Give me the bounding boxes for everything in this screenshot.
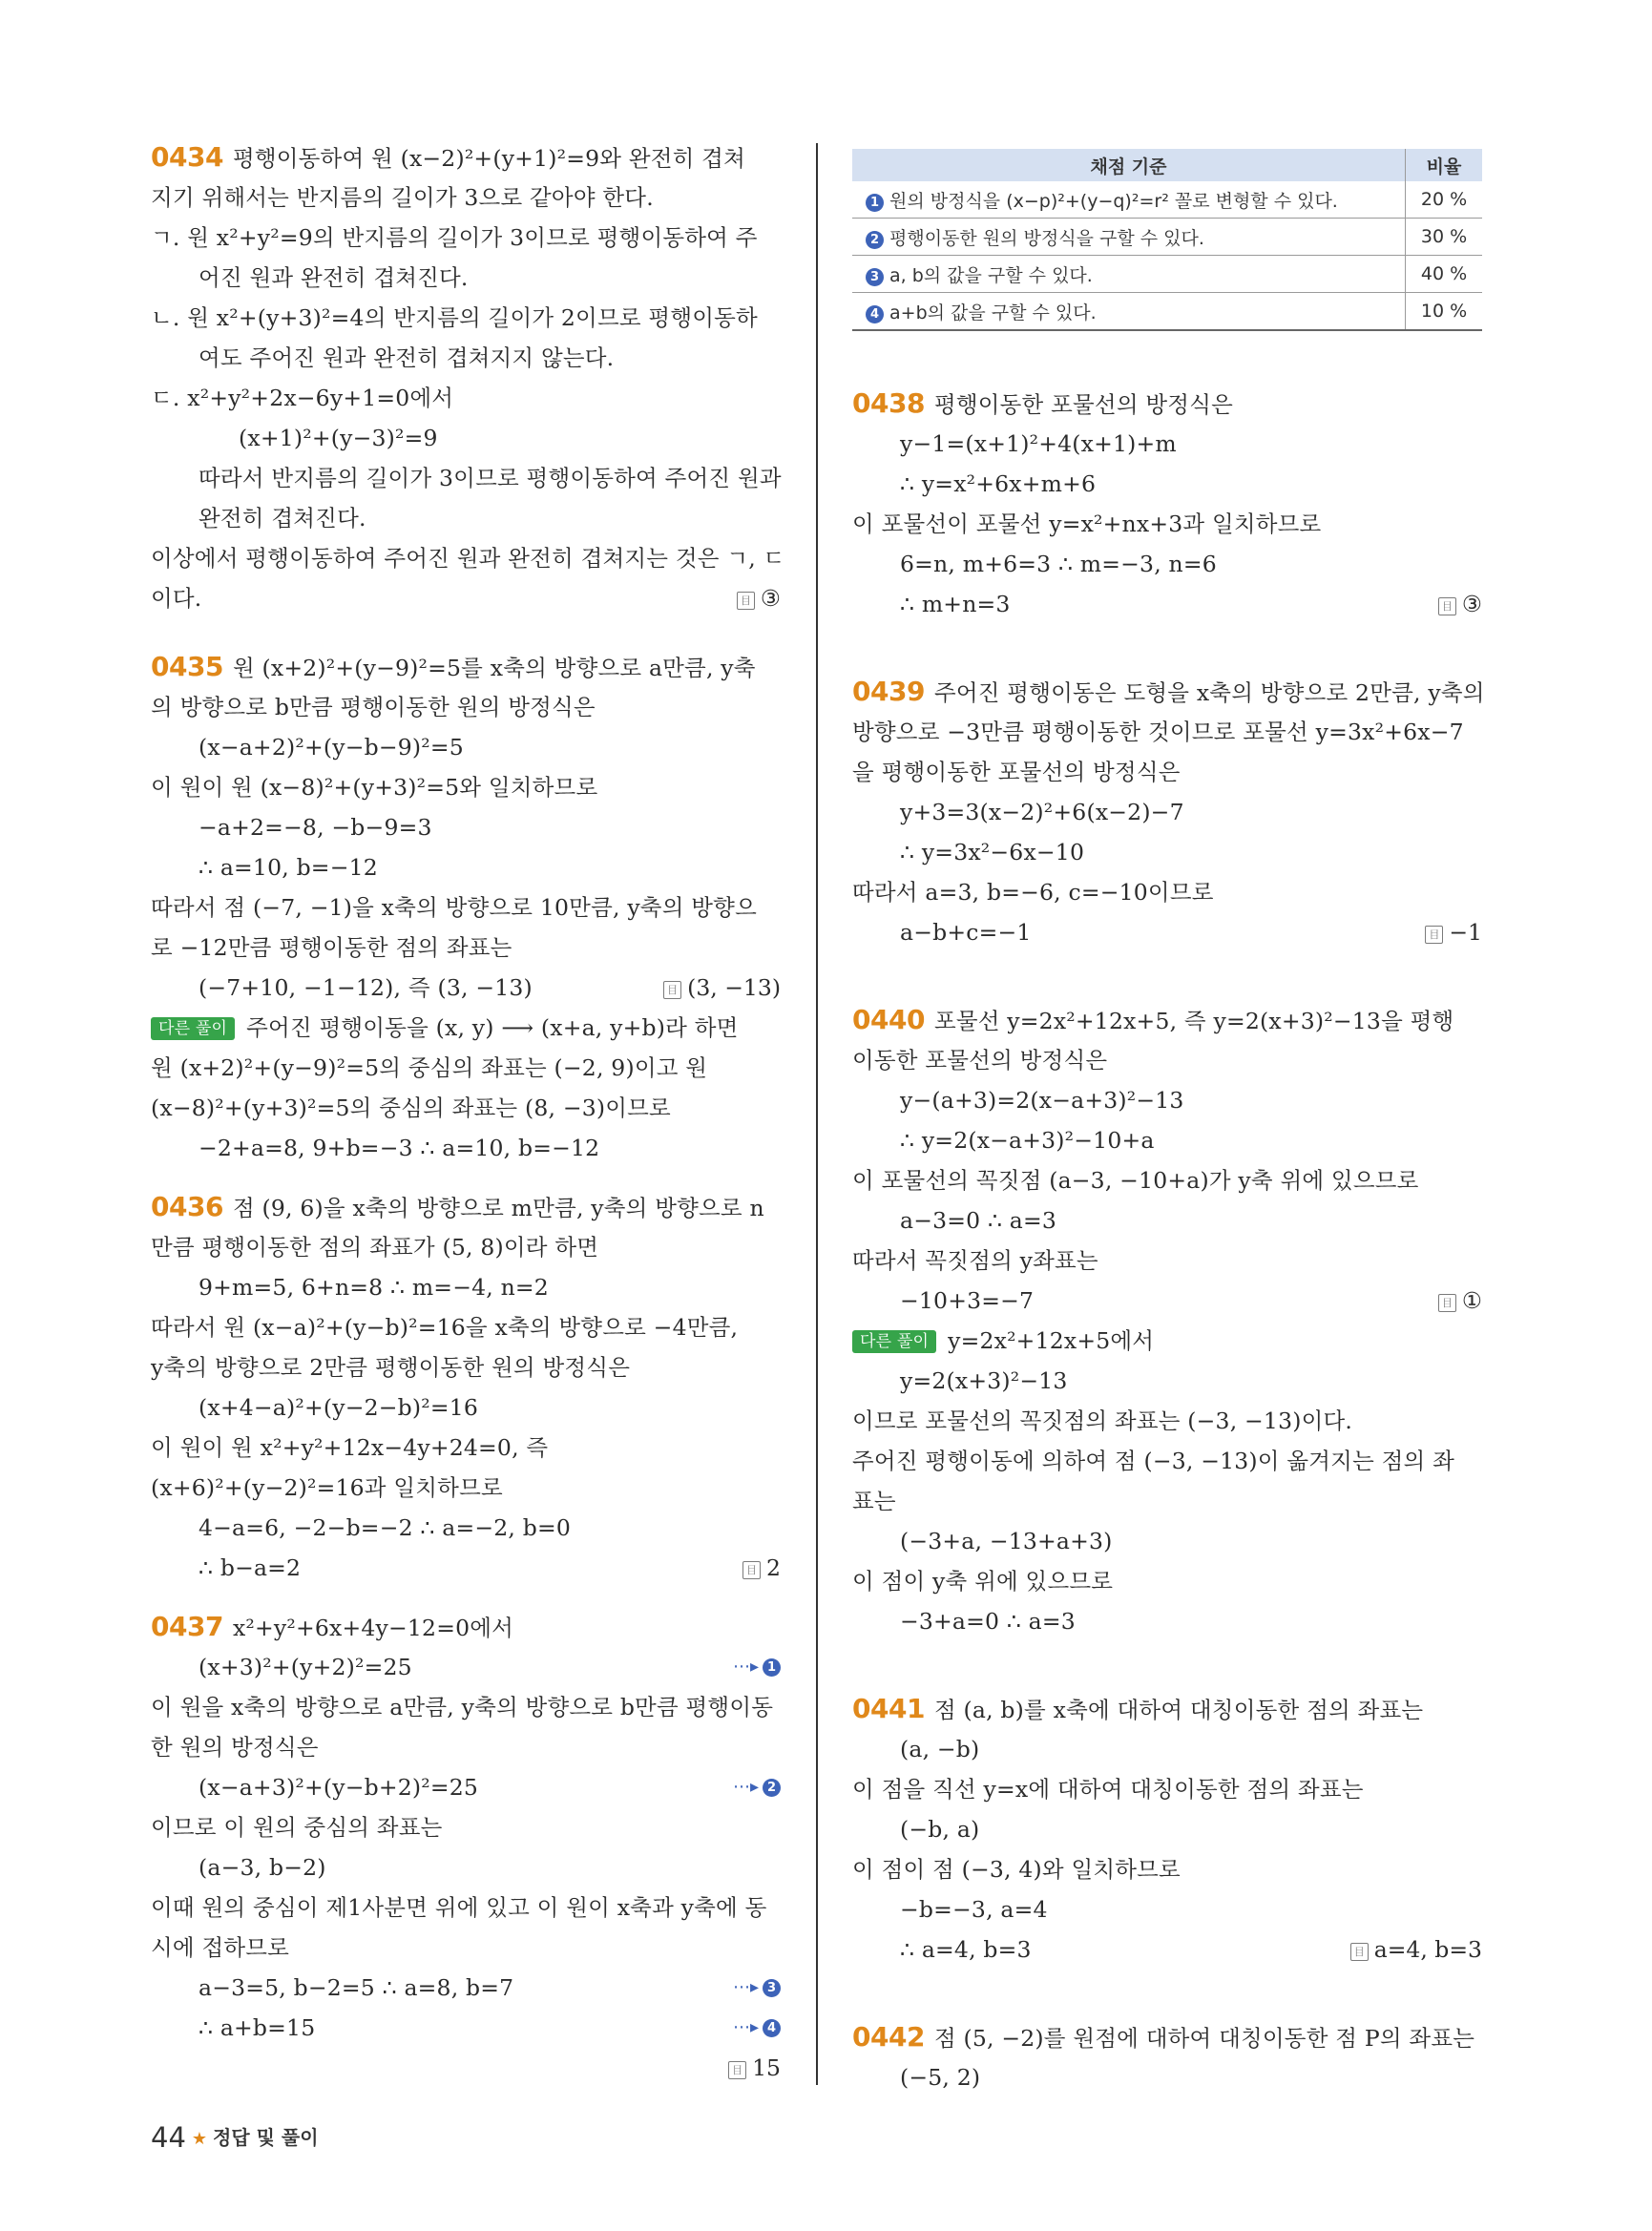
line-text: a−b+c=−1 bbox=[900, 919, 1032, 946]
solution-line bbox=[151, 893, 757, 922]
line-text: 이 원을 x축의 방향으로 a만큼, y축의 방향으로 b만큼 평행이동 bbox=[151, 1694, 774, 1720]
solution-line bbox=[900, 918, 1032, 947]
line-text: 방향으로 −3만큼 평행이동한 것이므로 포물선 y=3x²+6x−7 bbox=[852, 719, 1464, 745]
step-marker bbox=[733, 1773, 781, 1802]
solution-line bbox=[852, 1447, 1454, 1475]
line-text: (x−a+2)²+(y−b−9)²=5 bbox=[199, 734, 464, 761]
line-text: 만큼 평행이동한 점의 좌표가 (5, 8)이라 하면 bbox=[151, 1234, 599, 1261]
solution-line bbox=[151, 693, 596, 721]
problem-0435 bbox=[151, 653, 756, 682]
solution-line bbox=[199, 1653, 412, 1681]
answer bbox=[742, 1553, 781, 1582]
solution-line bbox=[852, 718, 1464, 746]
solution-line bbox=[199, 1393, 478, 1422]
line-text: 따라서 a=3, b=−6, c=−10이므로 bbox=[852, 879, 1214, 906]
ratio-cell: 30 % bbox=[1406, 219, 1483, 256]
step-number: 3 bbox=[763, 1979, 781, 1997]
solution-line bbox=[151, 1013, 739, 1042]
solution-line bbox=[900, 798, 1184, 826]
problem-number: 0438 bbox=[852, 387, 925, 419]
solution-line bbox=[900, 2063, 980, 2092]
problem-number: 0436 bbox=[151, 1191, 223, 1222]
line-text: 주어진 평행이동은 도형을 x축의 방향으로 2만큼, y축의 bbox=[933, 679, 1485, 706]
line-text: 점 (a, b)를 x축에 대하여 대칭이동한 점의 좌표는 bbox=[933, 1697, 1424, 1723]
solution-line bbox=[900, 838, 1084, 866]
answer-value: ③ bbox=[1461, 591, 1482, 617]
solution-line bbox=[151, 544, 784, 573]
line-text: 이 점을 직선 y=x에 대하여 대칭이동한 점의 좌표는 bbox=[852, 1776, 1364, 1803]
solution-line bbox=[199, 733, 464, 761]
solution-line bbox=[151, 1053, 707, 1082]
criterion-number: 2 bbox=[866, 231, 884, 249]
answer-value: (3, −13) bbox=[687, 974, 781, 1001]
alternate-solution-badge: 다른 풀이 bbox=[151, 1017, 235, 1040]
criterion-cell bbox=[852, 219, 1406, 256]
line-text: a−3=0 ∴ a=3 bbox=[900, 1207, 1057, 1234]
line-text: 원 (x+2)²+(y−9)²=5의 중심의 좌표는 (−2, 9)이고 원 bbox=[151, 1054, 708, 1081]
line-text: (−b, a) bbox=[900, 1816, 980, 1843]
grading-table bbox=[852, 149, 1482, 331]
solution-line bbox=[199, 973, 533, 1002]
line-text: 이때 원의 중심이 제1사분면 위에 있고 이 원이 x축과 y축에 동 bbox=[151, 1894, 767, 1921]
problem-0441 bbox=[852, 1695, 1423, 1724]
solution-line bbox=[199, 504, 366, 532]
solution-line bbox=[199, 1853, 326, 1882]
criterion-text: 평행이동한 원의 방정식을 구할 수 있다. bbox=[889, 227, 1204, 249]
solution-line bbox=[151, 384, 453, 412]
line-text: −b=−3, a=4 bbox=[900, 1896, 1048, 1923]
solution-line bbox=[852, 758, 1181, 786]
solution-line bbox=[199, 464, 782, 492]
solution-line bbox=[900, 1935, 1032, 1964]
solution-line bbox=[199, 1773, 478, 1802]
solution-line bbox=[151, 1313, 738, 1342]
answer bbox=[737, 584, 781, 613]
solution-line bbox=[900, 1086, 1184, 1115]
answer-value: 15 bbox=[752, 2054, 781, 2081]
alternate-solution-badge: 다른 풀이 bbox=[852, 1330, 936, 1353]
line-text: 평행이동한 포물선의 방정식은 bbox=[933, 391, 1233, 418]
problem-number: 0440 bbox=[852, 1004, 925, 1035]
line-text: −a+2=−8, −b−9=3 bbox=[199, 814, 432, 841]
step-number: 4 bbox=[763, 2019, 781, 2037]
solution-line bbox=[151, 1353, 630, 1382]
line-text: 따라서 점 (−7, −1)을 x축의 방향으로 10만큼, y축의 방향으 bbox=[151, 894, 757, 921]
arrow-icon: ⋯▸ bbox=[732, 2017, 759, 2037]
line-text: 이므로 이 원의 중심의 좌표는 bbox=[151, 1814, 443, 1841]
line-text: ∴ b−a=2 bbox=[199, 1554, 302, 1581]
step-number: 2 bbox=[763, 1779, 781, 1797]
line-text: ㄱ. 원 x²+y²=9의 반지름의 길이가 3이므로 평행이동하여 주 bbox=[151, 224, 758, 251]
solution-line bbox=[900, 1735, 979, 1763]
ratio-header: 비율 bbox=[1406, 149, 1483, 181]
line-text: 한 원의 방정식은 bbox=[151, 1734, 319, 1761]
problem-0434 bbox=[151, 143, 745, 173]
criterion-number: 1 bbox=[866, 194, 884, 212]
problem-number: 0439 bbox=[852, 676, 925, 707]
line-text: 시에 접하므로 bbox=[151, 1934, 290, 1961]
line-text: y+3=3(x−2)²+6(x−2)−7 bbox=[900, 799, 1184, 825]
line-text: ∴ a=4, b=3 bbox=[900, 1936, 1032, 1963]
line-text: ∴ a+b=15 bbox=[199, 2014, 316, 2041]
answer bbox=[1350, 1935, 1482, 1964]
line-text: ㄷ. x²+y²+2x−6y+1=0에서 bbox=[151, 385, 454, 411]
solution-line bbox=[151, 1094, 671, 1122]
line-text: ∴ y=3x²−6x−10 bbox=[900, 839, 1085, 865]
criterion-text: a, b의 값을 구할 수 있다. bbox=[889, 264, 1093, 286]
solution-line bbox=[199, 1134, 599, 1162]
line-text: a−3=5, b−2=5 ∴ a=8, b=7 bbox=[199, 1974, 514, 2001]
answer bbox=[663, 973, 781, 1002]
step-number: 1 bbox=[763, 1658, 781, 1677]
ratio-cell: 40 % bbox=[1406, 256, 1483, 293]
solution-line bbox=[900, 469, 1096, 498]
line-text: 4−a=6, −2−b=−2 ∴ a=−2, b=0 bbox=[199, 1514, 572, 1541]
line-text: 완전히 겹쳐진다. bbox=[199, 505, 366, 532]
line-text: 이다. bbox=[151, 585, 202, 612]
line-text: y축의 방향으로 2만큼 평행이동한 원의 방정식은 bbox=[151, 1354, 631, 1381]
problem-number: 0441 bbox=[852, 1693, 925, 1724]
solution-line bbox=[199, 1973, 513, 2002]
line-text: (x+1)²+(y−3)²=9 bbox=[239, 425, 438, 451]
line-text: (x−8)²+(y+3)²=5의 중심의 좌표는 (8, −3)이므로 bbox=[151, 1095, 671, 1121]
page-footer bbox=[151, 2121, 319, 2154]
line-text: 주어진 평행이동에 의하여 점 (−3, −13)이 옮겨지는 점의 좌 bbox=[852, 1448, 1455, 1474]
solution-line bbox=[151, 1893, 767, 1922]
footer-label: 정답 및 풀이 bbox=[213, 2126, 319, 2149]
answer bbox=[728, 2054, 781, 2082]
column-divider bbox=[816, 143, 818, 2085]
solution-line bbox=[151, 1233, 598, 1261]
line-text: 을 평행이동한 포물선의 방정식은 bbox=[852, 759, 1181, 785]
line-text: ∴ m+n=3 bbox=[900, 591, 1011, 617]
solution-line bbox=[239, 424, 438, 452]
page-number: 44 bbox=[151, 2121, 186, 2154]
grading-row bbox=[852, 219, 1482, 256]
line-text: (x+6)²+(y−2)²=16과 일치하므로 bbox=[151, 1474, 503, 1501]
solution-line bbox=[852, 1567, 1113, 1595]
solution-line bbox=[852, 1046, 1107, 1074]
line-text: 점 (5, −2)를 원점에 대하여 대칭이동한 점 P의 좌표는 bbox=[933, 2025, 1475, 2052]
solution-line bbox=[900, 1286, 1034, 1315]
solution-line bbox=[151, 303, 758, 332]
star-icon: ★ bbox=[191, 2129, 208, 2149]
answer-value: 2 bbox=[766, 1554, 781, 1581]
answer-icon: 目 bbox=[1438, 1294, 1456, 1312]
problem-number: 0435 bbox=[151, 651, 223, 682]
line-text: 로 −12만큼 평행이동한 점의 좌표는 bbox=[151, 934, 512, 961]
line-text: −2+a=8, 9+b=−3 ∴ a=10, b=−12 bbox=[199, 1135, 600, 1161]
criterion-text: 원의 방정식을 (x−p)²+(y−q)²=r² 꼴로 변형할 수 있다. bbox=[889, 190, 1338, 212]
step-marker bbox=[733, 1653, 781, 1681]
line-text: (−5, 2) bbox=[900, 2064, 981, 2091]
answer bbox=[1425, 918, 1482, 947]
criterion-cell bbox=[852, 293, 1406, 331]
problem-number: 0437 bbox=[151, 1611, 223, 1642]
problem-0438 bbox=[852, 389, 1233, 419]
line-text: −10+3=−7 bbox=[900, 1287, 1035, 1314]
solution-line bbox=[199, 853, 378, 882]
line-text: ∴ a=10, b=−12 bbox=[199, 854, 378, 881]
criterion-cell bbox=[852, 181, 1406, 219]
line-text: −3+a=0 ∴ a=3 bbox=[900, 1608, 1076, 1635]
criterion-cell bbox=[852, 256, 1406, 293]
solution-line bbox=[852, 1775, 1364, 1804]
ratio-cell: 10 % bbox=[1406, 293, 1483, 331]
line-text: 6=n, m+6=3 ∴ m=−3, n=6 bbox=[900, 551, 1217, 577]
line-text: (−7+10, −1−12), 즉 (3, −13) bbox=[199, 974, 533, 1001]
criterion-header: 채점 기준 bbox=[852, 149, 1406, 181]
line-text: 표는 bbox=[852, 1488, 896, 1514]
line-text: y=2(x+3)²−13 bbox=[900, 1367, 1068, 1394]
grading-row bbox=[852, 293, 1482, 331]
solution-line bbox=[852, 1326, 1154, 1355]
criterion-number: 4 bbox=[866, 305, 884, 323]
solution-line bbox=[199, 1513, 571, 1542]
line-text: ㄴ. 원 x²+(y+3)²=4의 반지름의 길이가 2이므로 평행이동하 bbox=[151, 304, 758, 331]
line-text: 이므로 포물선의 꼭짓점의 좌표는 (−3, −13)이다. bbox=[852, 1407, 1353, 1434]
line-text: 이 포물선의 꼭짓점 (a−3, −10+a)가 y축 위에 있으므로 bbox=[852, 1167, 1419, 1194]
answer-icon: 目 bbox=[742, 1561, 761, 1579]
line-text: 이 원이 원 (x−8)²+(y+3)²=5와 일치하므로 bbox=[151, 774, 598, 801]
solution-line bbox=[900, 1895, 1048, 1924]
solution-line bbox=[151, 1473, 503, 1502]
line-text: 따라서 꼭짓점의 y좌표는 bbox=[852, 1247, 1098, 1274]
answer-icon: 目 bbox=[1425, 926, 1443, 944]
line-text: 따라서 반지름의 길이가 3이므로 평행이동하여 주어진 원과 bbox=[199, 465, 782, 491]
solution-line bbox=[900, 1366, 1068, 1395]
grading-row bbox=[852, 181, 1482, 219]
answer-icon: 目 bbox=[728, 2061, 746, 2079]
line-text: ∴ y=x²+6x+m+6 bbox=[900, 470, 1097, 497]
criterion-text: a+b의 값을 구할 수 있다. bbox=[889, 302, 1097, 323]
answer bbox=[1438, 590, 1482, 618]
solution-line bbox=[151, 1433, 548, 1462]
line-text: y=2x²+12x+5에서 bbox=[948, 1327, 1155, 1354]
solution-line bbox=[151, 773, 597, 802]
line-text: 이상에서 평행이동하여 주어진 원과 완전히 겹쳐지는 것은 ㄱ, ㄷ bbox=[151, 545, 785, 572]
solution-line bbox=[199, 1553, 301, 1582]
answer-icon: 目 bbox=[1350, 1943, 1369, 1961]
answer-icon: 目 bbox=[663, 981, 681, 999]
solution-line bbox=[900, 1206, 1056, 1235]
problem-number: 0434 bbox=[151, 141, 223, 173]
line-text: y−(a+3)=2(x−a+3)²−13 bbox=[900, 1087, 1184, 1114]
solution-line bbox=[151, 1693, 773, 1721]
solution-line bbox=[852, 510, 1321, 538]
arrow-icon: ⋯▸ bbox=[732, 1977, 759, 1997]
solution-line bbox=[151, 933, 512, 962]
solution-line bbox=[852, 1407, 1352, 1435]
line-text: ∴ y=2(x−a+3)²−10+a bbox=[900, 1127, 1155, 1154]
grading-row bbox=[852, 256, 1482, 293]
step-marker bbox=[733, 2013, 781, 2042]
line-text: 여도 주어진 원과 완전히 겹쳐지지 않는다. bbox=[199, 344, 615, 371]
step-marker bbox=[733, 1973, 781, 2002]
line-text: y−1=(x+1)²+4(x+1)+m bbox=[900, 430, 1177, 457]
solution-line bbox=[852, 1246, 1098, 1275]
solution-line bbox=[852, 878, 1214, 907]
solution-line bbox=[852, 1487, 896, 1515]
arrow-icon: ⋯▸ bbox=[732, 1777, 759, 1797]
line-text: 지기 위해서는 반지름의 길이가 3으로 같아야 한다. bbox=[151, 184, 654, 211]
line-text: (x−a+3)²+(y−b+2)²=25 bbox=[199, 1774, 479, 1801]
arrow-icon: ⋯▸ bbox=[732, 1657, 759, 1677]
solution-line bbox=[852, 1855, 1181, 1884]
line-text: 9+m=5, 6+n=8 ∴ m=−4, n=2 bbox=[199, 1274, 549, 1301]
solution-line bbox=[900, 1126, 1155, 1155]
solution-line bbox=[900, 1815, 979, 1844]
problem-0439 bbox=[852, 678, 1485, 707]
answer bbox=[1438, 1286, 1482, 1315]
answer-value: a=4, b=3 bbox=[1373, 1936, 1482, 1963]
problem-0437 bbox=[151, 1613, 513, 1642]
solution-line bbox=[151, 183, 654, 212]
problem-0442 bbox=[852, 2023, 1474, 2053]
line-text: (x+3)²+(y+2)²=25 bbox=[199, 1654, 412, 1680]
problem-0436 bbox=[151, 1193, 764, 1222]
line-text: 의 방향으로 b만큼 평행이동한 원의 방정식은 bbox=[151, 694, 596, 720]
solution-line bbox=[900, 1527, 1113, 1555]
line-text: 이 점이 y축 위에 있으므로 bbox=[852, 1568, 1114, 1595]
solution-line bbox=[199, 2013, 315, 2042]
answer-icon: 目 bbox=[1438, 597, 1456, 615]
line-text: 원 (x+2)²+(y−9)²=5를 x축의 방향으로 a만큼, y축 bbox=[232, 655, 756, 681]
line-text: (x+4−a)²+(y−2−b)²=16 bbox=[199, 1394, 479, 1421]
grading-table-header bbox=[852, 149, 1482, 181]
solution-line bbox=[199, 813, 432, 842]
solution-line bbox=[199, 344, 614, 372]
ratio-cell: 20 % bbox=[1406, 181, 1483, 219]
solution-line bbox=[151, 223, 758, 252]
solution-line bbox=[151, 584, 201, 613]
line-text: 포물선 y=2x²+12x+5, 즉 y=2(x+3)²−13을 평행 bbox=[933, 1008, 1454, 1034]
line-text: x²+y²+6x+4y−12=0에서 bbox=[232, 1615, 514, 1641]
problem-0440 bbox=[852, 1006, 1453, 1035]
solution-line bbox=[199, 263, 469, 292]
line-text: 따라서 원 (x−a)²+(y−b)²=16을 x축의 방향으로 −4만큼, bbox=[151, 1314, 739, 1341]
line-text: 주어진 평행이동을 (x, y) ⟶ (x+a, y+b)라 하면 bbox=[246, 1014, 739, 1041]
line-text: (−3+a, −13+a+3) bbox=[900, 1528, 1113, 1554]
criterion-number: 3 bbox=[866, 268, 884, 286]
solution-line bbox=[900, 1607, 1076, 1636]
solution-line bbox=[199, 1273, 549, 1302]
line-text: 점 (9, 6)을 x축의 방향으로 m만큼, y축의 방향으로 n bbox=[232, 1195, 764, 1221]
solution-line bbox=[151, 1733, 319, 1762]
line-text: 이 점이 점 (−3, 4)와 일치하므로 bbox=[852, 1856, 1181, 1883]
solution-line bbox=[900, 550, 1217, 578]
line-text: 어진 원과 완전히 겹쳐진다. bbox=[199, 264, 469, 291]
solution-line bbox=[151, 1813, 443, 1842]
solution-line bbox=[900, 590, 1011, 618]
line-text: 평행이동하여 원 (x−2)²+(y+1)²=9와 완전히 겹쳐 bbox=[232, 145, 745, 172]
problem-number: 0442 bbox=[852, 2021, 925, 2053]
solution-line bbox=[852, 1166, 1419, 1195]
solution-line bbox=[151, 1933, 289, 1962]
line-text: 이 원이 원 x²+y²+12x−4y+24=0, 즉 bbox=[151, 1434, 549, 1461]
line-text: (a−3, b−2) bbox=[199, 1854, 326, 1881]
solution-line bbox=[900, 429, 1177, 458]
answer-value: ① bbox=[1461, 1287, 1482, 1314]
answer-icon: 目 bbox=[737, 592, 755, 610]
line-text: (a, −b) bbox=[900, 1736, 980, 1762]
line-text: 이 포물선이 포물선 y=x²+nx+3과 일치하므로 bbox=[852, 511, 1322, 537]
line-text: 이동한 포물선의 방정식은 bbox=[852, 1047, 1108, 1074]
answer-value: −1 bbox=[1449, 919, 1482, 946]
answer-value: ③ bbox=[760, 585, 781, 612]
